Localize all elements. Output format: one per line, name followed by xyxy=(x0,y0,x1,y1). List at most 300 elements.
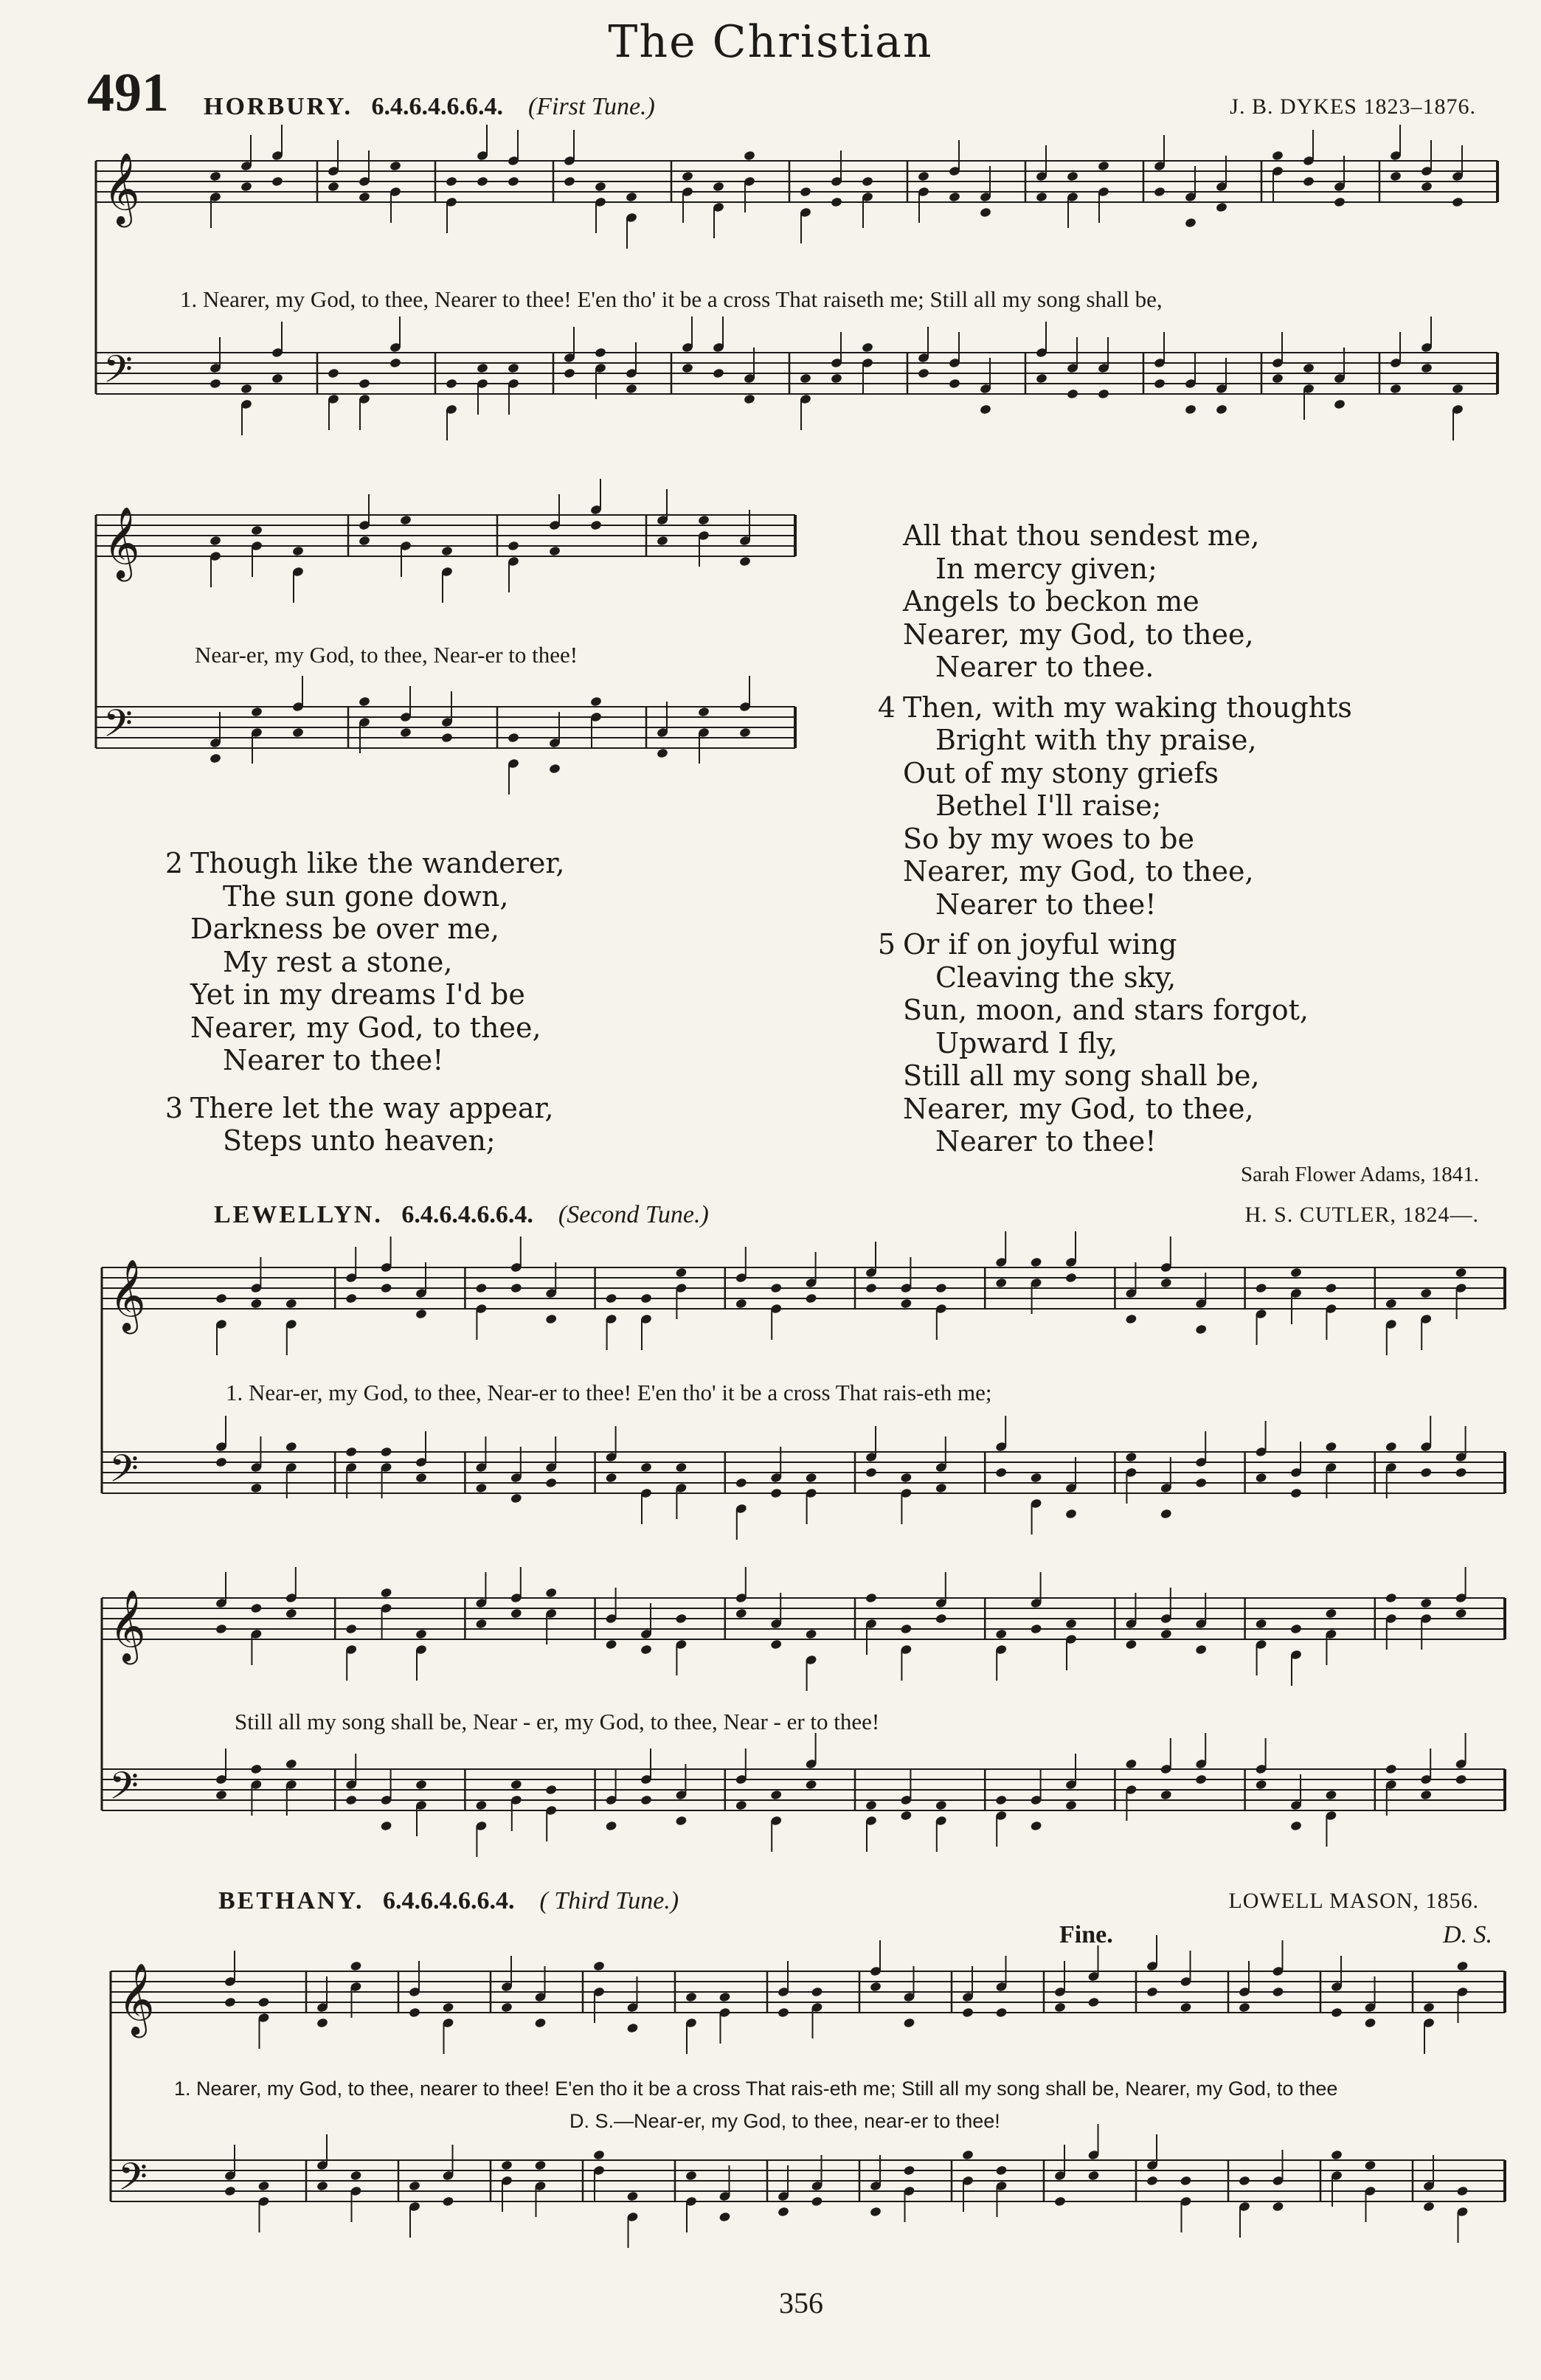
verse-3 xyxy=(148,1092,564,1158)
verse-line: Angels to beckon me xyxy=(903,585,1199,618)
lewellyn-system-2-treble-note xyxy=(1030,1623,1042,1634)
horbury-system-1-treble-note xyxy=(389,160,402,171)
bethany-system-1-bass-note xyxy=(1364,2159,1376,2170)
bethany-system-1-treble-note xyxy=(1146,1986,1159,1997)
lewellyn-system-1-treble-note xyxy=(640,1293,653,1304)
bethany-system-1-bass-note xyxy=(593,2149,606,2160)
verse-line: Nearer to thee! xyxy=(223,1044,444,1076)
tune-note: (Second Tune.) xyxy=(558,1201,709,1228)
lewellyn-system-1-bass-note xyxy=(640,1461,653,1473)
lewellyn-system-2-bass-note xyxy=(285,1758,297,1769)
lewellyn-system-2-bass-note xyxy=(380,1820,392,1831)
verse-line: In mercy given; xyxy=(935,552,1157,585)
lewellyn-system-2-treble-note xyxy=(215,1623,228,1634)
horbury-system-1-treble-note xyxy=(508,176,520,187)
verse-line: Nearer, my God, to thee, xyxy=(190,1011,541,1044)
lewellyn-system-1-treble-note xyxy=(1030,1256,1042,1267)
horbury-system-2-bass-note xyxy=(590,696,603,707)
horbury-system-1-treble-note xyxy=(800,186,812,197)
bethany-system-1-bass-note xyxy=(501,2159,513,2170)
lewellyn-system-1-bass-note xyxy=(1125,1451,1137,1462)
lewellyn-system-1-treble-note xyxy=(285,1298,297,1309)
lewellyn-system-1-treble-note xyxy=(415,1308,428,1319)
horbury-system-2-treble-note xyxy=(209,535,222,546)
bethany-system-1-bass-note xyxy=(350,2170,362,2181)
verse-line: Steps unto heaven; xyxy=(223,1124,496,1157)
horbury-system-2-treble-note xyxy=(508,540,520,551)
verses-left xyxy=(148,847,564,1158)
horbury-system-1-treble-note xyxy=(1303,176,1315,187)
lewellyn-system-2-treble-note xyxy=(345,1623,358,1634)
bethany-system-1-bass-note xyxy=(316,2180,329,2191)
lewellyn-system-1-bass-clef-icon: 𝄢 xyxy=(109,1446,139,1500)
lewellyn-system-2-bass-note xyxy=(805,1779,817,1790)
lyrics-horbury-line-1: 1. Nearer, my God, to thee, Nearer to thee! E'en tho' it be a cross That raiseth me; Still all my song shall be, xyxy=(180,286,1163,312)
verse-line: Nearer to thee! xyxy=(935,1125,1157,1158)
lewellyn-system-2-treble-note xyxy=(1325,1608,1337,1619)
lyrics-bethany-line-1: 1. Nearer, my God, to thee, nearer to thee! E'en tho it be a cross That rais-eth me; Still all my song shall be, Nearer, my God, to thee xyxy=(174,2078,1338,2100)
lewellyn-system-1-bass-note xyxy=(285,1441,297,1452)
verse-line: Nearer to thee. xyxy=(935,651,1154,683)
horbury-system-2-bass-note xyxy=(657,747,669,758)
bethany-system-1-bass-note xyxy=(257,2180,270,2191)
lewellyn-system-2-bass-note xyxy=(770,1789,783,1800)
bethany-system-1-treble-note xyxy=(593,1960,606,1971)
lewellyn-system-2-bass-note xyxy=(415,1779,428,1790)
horbury-system-1-bass-note xyxy=(564,367,576,378)
horbury-system-1-bass-note xyxy=(949,378,961,389)
tune-meter: 6.4.6.4.6.6.4. xyxy=(371,93,503,120)
author-credit: Sarah Flower Adams, 1841. xyxy=(1241,1163,1479,1186)
verse-line: Bethel I'll raise; xyxy=(935,789,1162,822)
lewellyn-system-1-bass-note xyxy=(805,1472,817,1483)
horbury-system-1-treble-note xyxy=(831,196,843,207)
horbury-system-2-bass-note xyxy=(739,727,752,738)
verse-line: All that thou sendest me, xyxy=(903,519,1260,552)
lewellyn-system-2-treble-note xyxy=(640,1644,653,1655)
verse-number: 4 xyxy=(877,691,896,724)
lewellyn-system-1-bass-note xyxy=(1290,1487,1303,1498)
horbury-system-1-bass-note xyxy=(1154,378,1166,389)
bethany-system-1-bass-note xyxy=(718,2211,731,2222)
verse-number: 3 xyxy=(165,1091,183,1124)
lewellyn-system-1-treble-note xyxy=(935,1282,947,1293)
lewellyn-system-1-bass-note xyxy=(215,1456,228,1467)
verse-line: Sun, moon, and stars forgot, xyxy=(903,994,1309,1026)
horbury-system-1-bass-note xyxy=(240,383,253,394)
page-number: 356 xyxy=(779,2286,823,2320)
tune-name: HORBURY. xyxy=(204,93,353,120)
horbury-system-1-bass-note xyxy=(1185,404,1197,415)
horbury-system-1-treble-clef-icon: 𝄞 xyxy=(103,152,140,224)
horbury-system-2-treble-note xyxy=(549,545,561,556)
horbury-system-1-treble-note xyxy=(918,170,930,181)
lewellyn-system-1-treble-note xyxy=(1420,1287,1433,1298)
bethany-system-1-treble-note xyxy=(224,1996,237,2007)
tune-heading-bethany xyxy=(218,1887,679,1915)
lewellyn-system-1-bass-note xyxy=(250,1482,263,1493)
horbury-system-1-bass-note xyxy=(800,373,812,384)
bethany-system-1-bass-note xyxy=(1239,2175,1251,2186)
lewellyn-system-1-bass-note xyxy=(380,1446,392,1457)
lewellyn-system-2-bass-note xyxy=(250,1763,263,1774)
bethany-system-1-bass-note xyxy=(442,2196,454,2207)
horbury-system-1-bass-note xyxy=(1421,362,1433,373)
lewellyn-system-2-treble-note xyxy=(995,1628,1008,1639)
lewellyn-system-2-bass-note xyxy=(935,1799,947,1810)
horbury-system-1-treble-note xyxy=(1421,181,1433,192)
lewellyn-system-2-treble-note xyxy=(675,1613,688,1624)
lewellyn-system-1-treble-note xyxy=(250,1298,263,1309)
bethany-system-1-treble-note xyxy=(995,2007,1008,2018)
lewellyn-system-2-bass-note xyxy=(900,1810,913,1821)
lewellyn-system-2-treble-note xyxy=(1385,1592,1397,1603)
lewellyn-system-2-bass-note xyxy=(735,1799,747,1810)
verse-line: There let the way appear, xyxy=(190,1091,554,1124)
bethany-system-1-treble-note xyxy=(626,2022,639,2033)
verse-line: Upward I fly, xyxy=(935,1026,1118,1059)
verse-line: Or if on joyful wing xyxy=(903,928,1177,961)
horbury-system-2-treble-note xyxy=(441,545,454,556)
lewellyn-system-2-treble-note xyxy=(735,1608,747,1619)
bethany-system-1-bass-note xyxy=(1456,2185,1469,2196)
verse-line: Bright with thy praise, xyxy=(935,724,1257,756)
horbury-system-1-treble-note xyxy=(1390,170,1402,181)
horbury-system-1-bass-note xyxy=(744,393,756,404)
lewellyn-system-1-bass-note xyxy=(1195,1477,1208,1488)
horbury-system-1-bass-note xyxy=(1334,398,1346,409)
bethany-system-1-bass-note xyxy=(995,2165,1008,2176)
horbury-system-2-treble-note xyxy=(590,519,603,530)
bethany-system-1-bass-note xyxy=(1054,2196,1067,2207)
horbury-system-1-treble-note xyxy=(862,176,874,187)
lewellyn-system-1-treble-note xyxy=(735,1298,747,1309)
lewellyn-system-1-treble-note xyxy=(1255,1282,1267,1293)
bethany-system-1-bass-note xyxy=(224,2185,237,2196)
lewellyn-system-2-bass-note xyxy=(1385,1763,1397,1774)
horbury-system-1-bass-clef-icon: 𝄢 xyxy=(103,347,133,401)
lewellyn-system-1-treble-note xyxy=(1160,1277,1172,1288)
lewellyn-system-2-treble-note xyxy=(285,1608,297,1619)
lewellyn-system-1-treble-note xyxy=(605,1293,617,1304)
bethany-system-1-treble-note xyxy=(1364,2017,1376,2028)
lewellyn-system-2-treble-note xyxy=(935,1613,947,1624)
lewellyn-system-2-bass-note xyxy=(1065,1799,1078,1810)
lewellyn-system-1-treble-note xyxy=(215,1293,228,1304)
lewellyn-system-1-bass-note xyxy=(1420,1467,1433,1478)
horbury-system-1-bass-note xyxy=(831,373,843,384)
lewellyn-system-1-bass-note xyxy=(935,1482,947,1493)
lewellyn-system-2-treble-clef-icon: 𝄞 xyxy=(109,1589,146,1661)
bethany-system-1-bass-note xyxy=(1272,2201,1284,2212)
lewellyn-system-2-treble-note xyxy=(1290,1623,1303,1634)
horbury-system-2-treble-clef-icon: 𝄞 xyxy=(103,506,140,578)
lyrics-lewellyn-line-1: 1. Near-er, my God, to thee, Near-er to thee! E'en tho' it be a cross That rais-eth me; xyxy=(226,1380,992,1405)
lewellyn-system-2-treble-note xyxy=(1255,1618,1267,1629)
lewellyn-system-1-treble-note xyxy=(1455,1267,1467,1278)
tune-heading-lewellyn xyxy=(214,1201,709,1229)
horbury-system-1-treble-note xyxy=(713,181,725,192)
horbury-system-2-treble-note xyxy=(739,556,752,567)
composer-lewellyn: H. S. CUTLER, 1824—. xyxy=(1244,1203,1479,1227)
lewellyn-system-1-bass-note xyxy=(415,1472,428,1483)
horbury-system-1-treble-note xyxy=(1216,201,1228,212)
horbury-system-1-bass-note xyxy=(1452,383,1464,394)
lewellyn-system-2-treble-note xyxy=(510,1608,522,1619)
verse-number: 5 xyxy=(877,928,896,961)
bethany-system-1-bass-note xyxy=(962,2149,974,2160)
lewellyn-system-1-bass-note xyxy=(865,1467,878,1478)
lewellyn-system-1-bass-note xyxy=(345,1446,358,1457)
lewellyn-system-1-treble-note xyxy=(770,1282,783,1293)
horbury-system-1-bass-note xyxy=(328,367,340,378)
bethany-system-1-treble-note xyxy=(350,1960,362,1971)
lewellyn-system-1-bass-note xyxy=(770,1487,783,1498)
lewellyn-system-2-bass-note xyxy=(605,1820,617,1831)
bethany-system-1-treble-note xyxy=(316,2017,329,2028)
lewellyn-system-2-treble-note xyxy=(805,1628,817,1639)
lewellyn-system-2-bass-note xyxy=(1455,1774,1467,1785)
verse-line: Nearer, my God, to thee, xyxy=(903,1092,1254,1125)
horbury-system-1-treble-note xyxy=(359,191,371,202)
tune-meter: 6.4.6.4.6.6.4. xyxy=(383,1887,515,1914)
lewellyn-system-1-bass-note xyxy=(545,1477,558,1488)
horbury-system-1-bass-note xyxy=(1272,373,1284,384)
lewellyn-system-2-treble-note xyxy=(770,1639,783,1650)
verse-line: Cleaving the sky, xyxy=(935,961,1177,994)
horbury-system-2-treble-note xyxy=(698,514,710,525)
lewellyn-system-1-treble-note xyxy=(380,1282,392,1293)
lewellyn-system-1-bass-note xyxy=(900,1472,913,1483)
lewellyn-system-1-treble-note xyxy=(1195,1324,1208,1335)
lewellyn-system-1-treble-clef-icon: 𝄞 xyxy=(109,1259,146,1331)
lewellyn-system-1-bass-note xyxy=(1325,1441,1337,1452)
horbury-system-1-bass-note xyxy=(1390,383,1402,394)
verse-line: Then, with my waking thoughts xyxy=(903,691,1352,724)
horbury-system-2-bass-note xyxy=(698,706,710,717)
page-header: The Christian xyxy=(608,16,933,68)
bethany-system-1-treble-clef-icon: 𝄞 xyxy=(118,1962,155,2035)
horbury-system-1-treble-note xyxy=(595,181,607,192)
horbury-system-1-treble-note xyxy=(1334,196,1346,207)
lewellyn-system-2-treble-note xyxy=(545,1587,558,1598)
verse-line: Nearer to thee! xyxy=(935,888,1157,921)
horbury-system-1-treble-note xyxy=(626,191,638,202)
verse-line: The sun gone down, xyxy=(223,879,509,913)
lewellyn-system-1-treble-note xyxy=(475,1282,488,1293)
verse-line: Darkness be over me, xyxy=(190,913,499,945)
verse-5 xyxy=(860,928,1352,1158)
lewellyn-system-2-treble-note xyxy=(1160,1628,1172,1639)
bethany-system-1-bass-note xyxy=(903,2165,915,2176)
lewellyn-system-2-bass-note xyxy=(1030,1820,1042,1831)
verse-line: Nearer, my God, to thee, xyxy=(903,618,1254,651)
lewellyn-system-2-bass-note xyxy=(995,1794,1008,1805)
bethany-system-1-treble-note xyxy=(1423,2002,1436,2013)
horbury-system-1-bass-note xyxy=(918,367,930,378)
horbury-system-1-bass-note xyxy=(595,347,607,358)
bethany-system-1-bass-note xyxy=(1146,2175,1159,2186)
horbury-system-1-bass-note xyxy=(1067,388,1079,399)
bethany-system-1-bass-note xyxy=(1331,2149,1343,2160)
bethany-system-1-treble-note xyxy=(903,2017,915,2028)
horbury-system-2-treble-note xyxy=(359,535,371,546)
horbury-system-1-bass-note xyxy=(508,362,520,373)
bethany-system-1-treble-note xyxy=(778,2007,790,2018)
lewellyn-system-2-treble-note xyxy=(1455,1608,1467,1619)
bethany-system-1-bass-note xyxy=(626,2190,639,2201)
composer-bethany: LOWELL MASON, 1856. xyxy=(1228,1889,1479,1913)
horbury-system-1-treble-note xyxy=(744,150,756,161)
lewellyn-system-1-bass-note xyxy=(1065,1508,1078,1519)
verse-line: Though like the wanderer, xyxy=(190,847,565,879)
lewellyn-system-2-bass-note xyxy=(640,1794,653,1805)
bethany-system-1-treble-note xyxy=(685,1991,698,2002)
bethany-system-1-bass-note xyxy=(534,2159,547,2170)
lewellyn-system-2-treble-note xyxy=(380,1587,392,1598)
verses-right xyxy=(860,519,1352,1158)
horbury-system-1-bass-note xyxy=(862,342,874,353)
lewellyn-system-2-treble-note xyxy=(900,1623,913,1634)
verse-line: So by my woes to be xyxy=(903,822,1194,855)
bethany-system-1-treble-note xyxy=(1272,1986,1284,1997)
horbury-system-1-bass-note xyxy=(389,357,402,368)
horbury-system-1-bass-note xyxy=(1036,373,1048,384)
horbury-system-2-treble-note xyxy=(251,525,263,536)
lewellyn-system-2-bass-note xyxy=(865,1799,878,1810)
lewellyn-system-1-treble-note xyxy=(545,1313,558,1324)
bethany-system-1-treble-note xyxy=(442,2002,454,2013)
horbury-system-2-bass-clef-icon: 𝄢 xyxy=(103,701,133,755)
horbury-system-1-treble-note xyxy=(209,170,222,181)
lewellyn-system-2-bass-note xyxy=(1325,1789,1337,1800)
horbury-system-2-bass-note xyxy=(508,732,520,743)
bethany-system-1-treble-note xyxy=(962,2007,974,2018)
lewellyn-system-1-treble-note xyxy=(1385,1298,1397,1309)
bethany-system-1-bass-note xyxy=(870,2206,882,2217)
horbury-system-1-treble-note xyxy=(682,170,694,181)
horbury-system-1-treble-note xyxy=(564,176,576,187)
horbury-system-1-treble-note xyxy=(1067,170,1079,181)
horbury-system-2-bass-note xyxy=(209,753,222,764)
verse-2 xyxy=(148,847,564,1077)
bethany-system-1-bass-note xyxy=(409,2180,421,2191)
horbury-system-1-treble-note xyxy=(328,181,340,192)
bethany-system-1-bass-note xyxy=(1087,2170,1100,2181)
bethany-system-1-treble-note xyxy=(534,2017,547,2028)
lewellyn-system-1-bass-note xyxy=(1255,1472,1267,1483)
bethany-system-1-bass-note xyxy=(1180,2175,1192,2186)
lewellyn-system-2-bass-note xyxy=(1125,1758,1137,1769)
horbury-system-1-bass-note xyxy=(1216,404,1228,415)
lewellyn-system-1-treble-note xyxy=(345,1293,358,1304)
lewellyn-system-2-bass-note xyxy=(510,1779,522,1790)
lewellyn-system-1-treble-note xyxy=(805,1293,817,1304)
lewellyn-system-1-bass-note xyxy=(1455,1467,1467,1478)
lewellyn-system-2-treble-note xyxy=(605,1639,617,1650)
horbury-system-2-bass-note xyxy=(549,763,561,774)
horbury-system-1-bass-note xyxy=(271,373,284,384)
horbury-system-2-treble-note xyxy=(400,514,412,525)
lewellyn-system-1-bass-note xyxy=(1385,1441,1397,1452)
bethany-system-1-treble-note xyxy=(257,1996,270,2007)
lewellyn-system-2-bass-note xyxy=(1195,1774,1208,1785)
bethany-system-1-bass-clef-icon: 𝄢 xyxy=(118,2154,148,2208)
lewellyn-system-2-treble-note xyxy=(415,1628,428,1639)
horbury-system-1-bass-note xyxy=(359,378,371,389)
verse-number: 2 xyxy=(165,847,183,879)
lyrics-bethany-line-2: D. S.—Near-er, my God, to thee, near-er to thee! xyxy=(569,2110,1000,2132)
tune-name: BETHANY. xyxy=(218,1887,364,1914)
horbury-system-2-treble-note xyxy=(292,545,305,556)
bethany-system-1-treble-note xyxy=(1239,2002,1251,2013)
horbury-system-1-bass-note xyxy=(626,383,638,394)
lewellyn-system-1-bass-note xyxy=(995,1467,1008,1478)
lewellyn-system-2-treble-note xyxy=(250,1602,263,1613)
lyrics-horbury-line-2: Near-er, my God, to thee, Near-er to thee! xyxy=(195,642,578,668)
tune-note: ( Third Tune.) xyxy=(539,1887,679,1914)
lewellyn-system-2-bass-note xyxy=(215,1789,228,1800)
horbury-system-1-treble-note xyxy=(1272,150,1284,161)
tune-meter: 6.4.6.4.6.6.4. xyxy=(401,1201,533,1228)
horbury-system-1-treble-note xyxy=(446,176,458,187)
lewellyn-system-1-bass-note xyxy=(1030,1472,1042,1483)
lewellyn-system-2-bass-clef-icon: 𝄢 xyxy=(109,1763,139,1817)
bethany-system-1-treble-note xyxy=(1087,1996,1100,2007)
horbury-system-1-bass-note xyxy=(209,378,222,389)
bethany-system-1-treble-note xyxy=(1180,2002,1192,2013)
bethany-system-1-bass-note xyxy=(811,2196,823,2207)
lewellyn-system-1-bass-note xyxy=(605,1472,617,1483)
verse-line: Nearer, my God, to thee, xyxy=(903,855,1254,888)
bethany-system-1-bass-note xyxy=(778,2206,790,2217)
horbury-system-1-treble-note xyxy=(980,207,992,218)
lewellyn-system-2-bass-note xyxy=(675,1815,688,1826)
lewellyn-system-1-treble-note xyxy=(1325,1282,1337,1293)
lewellyn-system-1-bass-note xyxy=(675,1461,688,1473)
horbury-system-2-treble-note xyxy=(657,535,669,546)
lewellyn-system-2-bass-note xyxy=(1420,1789,1433,1800)
lyrics-lewellyn-line-2: Still all my song shall be, Near - er, my God, to thee, Near - er to thee! xyxy=(235,1709,880,1734)
bethany-system-1-treble-note xyxy=(1456,1960,1469,1971)
verse-line: Yet in my dreams I'd be xyxy=(190,978,525,1011)
lewellyn-system-1-bass-note xyxy=(510,1492,522,1504)
horbury-system-1-bass-note xyxy=(980,404,992,415)
horbury-system-1-bass-note xyxy=(446,378,458,389)
verse-3-continued xyxy=(860,519,1352,684)
lewellyn-system-2-treble-note xyxy=(865,1592,878,1603)
bethany-system-1-treble-note xyxy=(870,1981,882,1992)
lewellyn-system-2-bass-note xyxy=(345,1794,358,1805)
horbury-system-1-bass-note xyxy=(477,362,489,373)
bethany-system-1-bass-note xyxy=(685,2170,698,2181)
verse-line: My rest a stone, xyxy=(223,945,453,978)
lewellyn-system-1-treble-note xyxy=(1065,1272,1078,1283)
horbury-system-2-bass-note xyxy=(441,732,454,743)
verse-line: Out of my stony griefs xyxy=(903,756,1219,789)
bethany-system-1-treble-note xyxy=(811,1986,823,1997)
horbury-system-1-treble-note xyxy=(1154,186,1166,197)
lewellyn-system-1-bass-note xyxy=(475,1482,488,1493)
lewellyn-system-1-treble-note xyxy=(900,1298,913,1309)
lewellyn-system-1-bass-note xyxy=(735,1477,747,1488)
lewellyn-system-2-treble-note xyxy=(475,1618,488,1629)
horbury-system-1-treble-note xyxy=(1098,160,1110,171)
tune-name: LEWELLYN. xyxy=(214,1201,383,1228)
horbury-system-1-treble-note xyxy=(949,191,961,202)
bethany-system-1-treble-note xyxy=(1331,2007,1343,2018)
horbury-system-1-bass-note xyxy=(1303,362,1315,373)
